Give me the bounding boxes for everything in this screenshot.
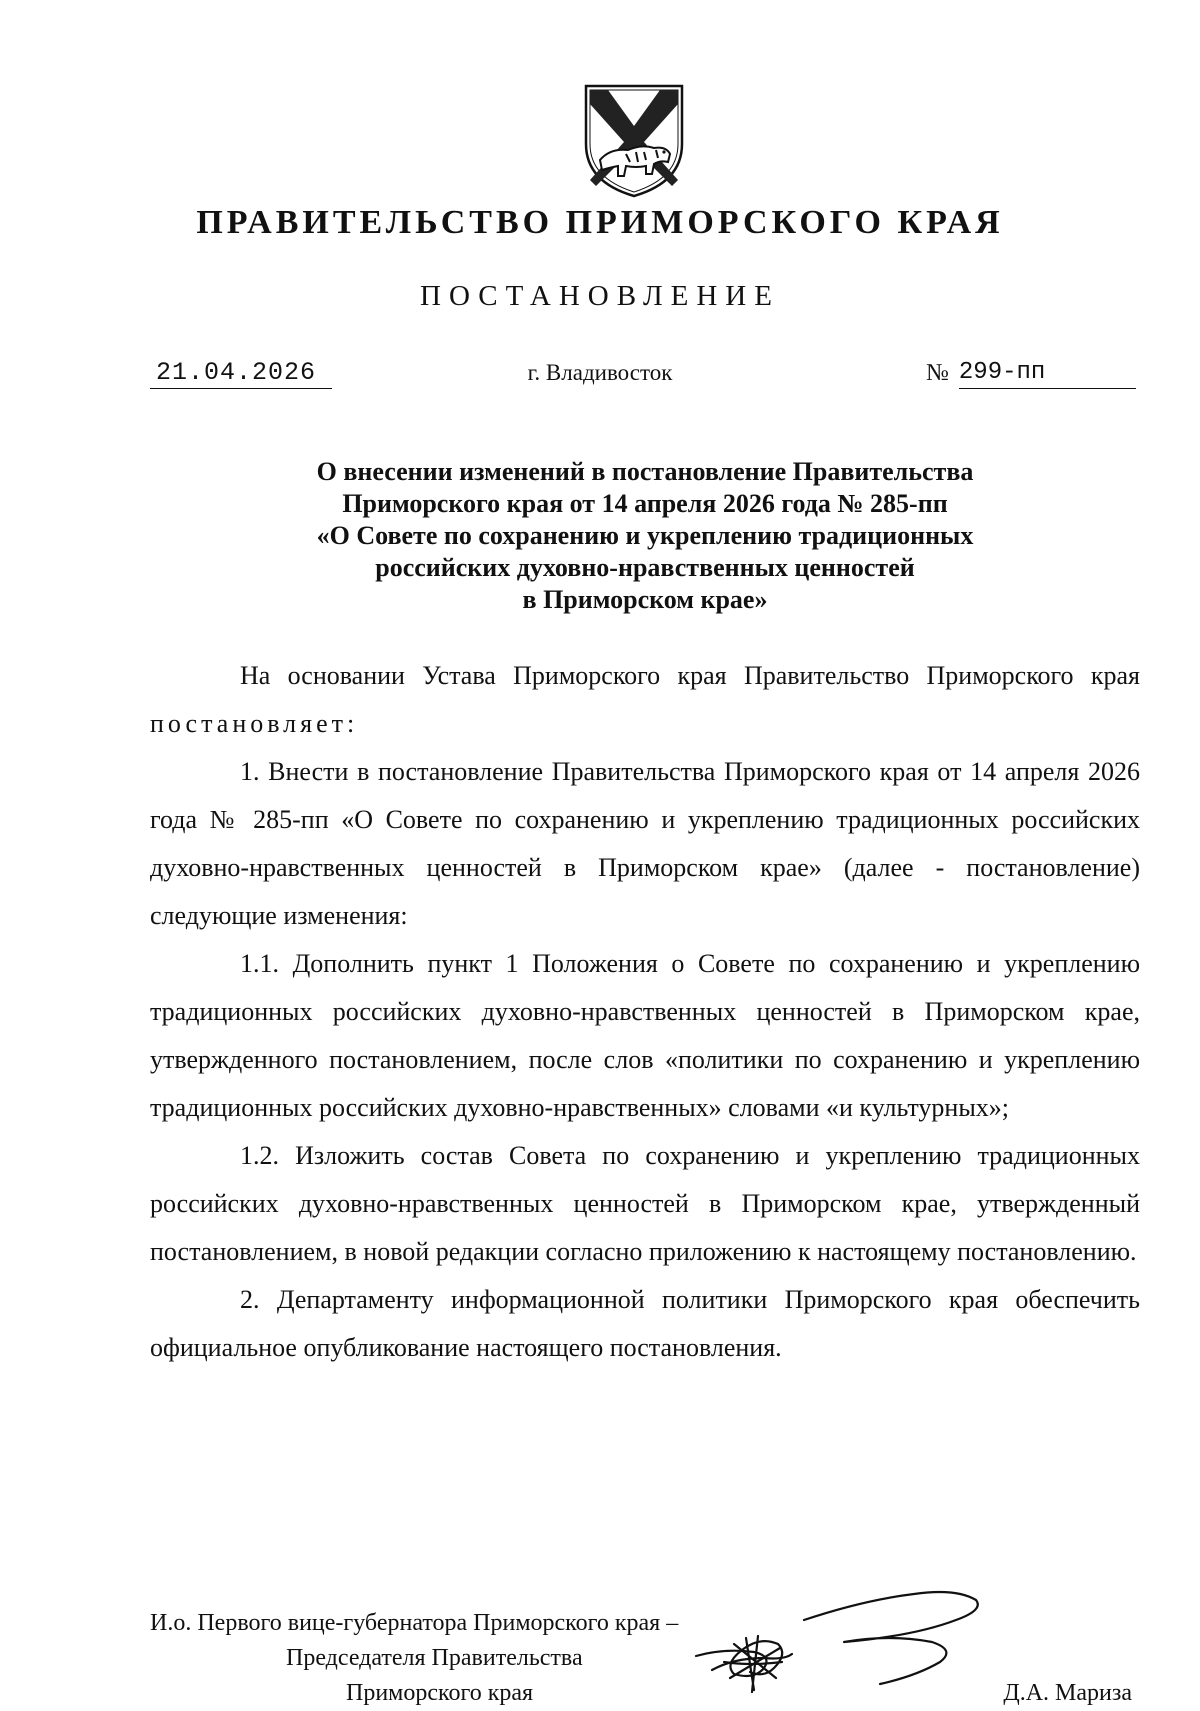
signer-position-line3: Приморского края [346,1680,534,1706]
handwritten-signature-icon [694,1578,1004,1698]
coat-of-arms-icon [580,82,688,200]
paragraph-2: 2. Департаменту информационной политики Приморского края обеспечить официальное опубликование настоящего постановления. [150,1285,1140,1362]
heading-line: российских духовно-нравственных ценностей [375,553,915,582]
document-heading [150,456,1140,616]
signer-position-line1: И.о. Первого вице-губернатора Приморского края – [150,1610,679,1636]
number-value: 299-пп [959,358,1136,389]
number-sign: № [926,360,949,386]
paragraph-1-1: 1.1. Дополнить пункт 1 Положения о Совете по сохранению и укреплению традиционных российских духовно-нравственных ценностей в Приморском крае, утвержденного постановлением, после слов «политики по сохранению и укреплению традиционных российских духовно-нравственных» словами «и культурных»; [150,949,1140,1122]
preamble-paragraph [150,652,1140,748]
preamble-text: На основании Устава Приморского края Правительство Приморского края [240,661,1140,690]
document-date: 21.04.2026 [150,358,332,389]
heading-line: «О Совете по сохранению и укреплению традиционных [316,521,974,550]
heading-line: Приморского края от 14 апреля 2026 года № 285-пп [342,489,948,518]
government-title: ПРАВИТЕЛЬСТВО ПРИМОРСКОГО КРАЯ [196,204,1004,241]
document-body [150,652,1140,1372]
signer-name: Д.А. Мариза [1003,1680,1132,1706]
heading-line: в Приморском крае» [522,585,768,614]
preamble-decree-word: постановляет: [150,709,359,738]
document-city: г. Владивосток [527,360,673,385]
heading-line: О внесении изменений в постановление Правительства [316,457,974,486]
signer-position-line2: Председателя Правительства [286,1645,583,1671]
document-number [926,358,1136,389]
paragraph-1-2: 1.2. Изложить состав Совета по сохранению и укреплению традиционных российских духовно-нравственных ценностей в Приморском крае, утвержденный постановлением, в новой редакции согласно приложению к настоящему постановлению. [150,1141,1140,1266]
paragraph-1: 1. Внести в постановление Правительства Приморского края от 14 апреля 2026 года № 285-пп «О Совете по сохранению и укреплению традиционных российских духовно-нравственных ценностей в Приморском крае» (далее - постановление) следующие изменения: [150,757,1140,930]
document-type: ПОСТАНОВЛЕНИЕ [420,280,780,312]
